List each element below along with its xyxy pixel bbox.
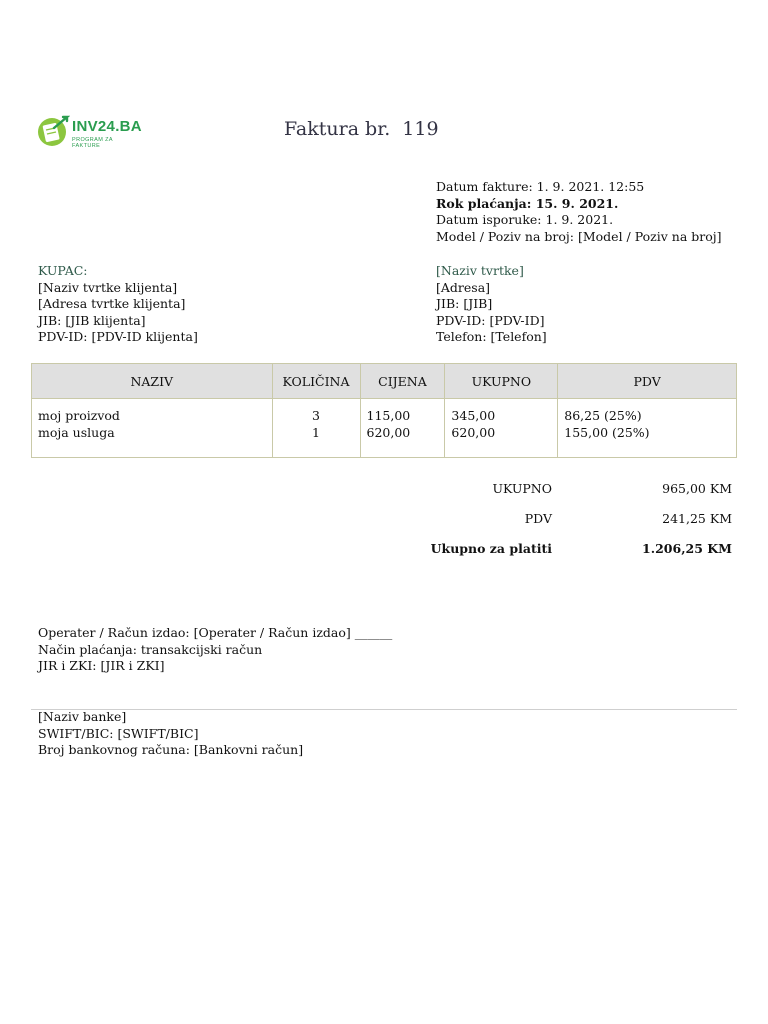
due-date: Rok plaćanja: 15. 9. 2021. — [436, 195, 619, 211]
item-total: 345,00 — [451, 408, 496, 423]
jir-zki: JIR i ZKI: [JIR i ZKI] — [38, 658, 165, 673]
seller-block — [436, 263, 547, 346]
item-vat: 86,25 (25%) — [564, 408, 642, 423]
vat-value: 241,25 KM — [662, 511, 732, 526]
header-cijena: CIJENA — [360, 364, 445, 399]
buyer-name: [Naziv tvrtke klijenta] — [38, 279, 178, 295]
total-value: 965,00 KM — [662, 481, 732, 496]
seller-name: [Naziv tvrtke] — [436, 263, 524, 278]
issued-by: Operater / Račun izdao: [Operater / Račun izdao] ______ — [38, 625, 393, 640]
logo-text: INV24.BA — [72, 118, 142, 135]
vat-row — [420, 511, 732, 541]
items-table — [31, 363, 737, 458]
header-kolicina: KOLIČINA — [272, 364, 360, 399]
seller-jib: JIB: [JIB] — [436, 296, 493, 311]
item-name: moja usluga — [38, 425, 115, 440]
seller-address: [Adresa] — [436, 279, 491, 295]
logo-subtitle: PROGRAM ZA FAKTURE — [72, 137, 113, 149]
buyer-pdv-id: PDV-ID: [PDV-ID klijenta] — [38, 329, 198, 344]
invoice-title-label: Faktura br. — [284, 118, 391, 140]
item-quantity: 3 — [312, 408, 320, 423]
cell-cijena — [360, 399, 445, 458]
header-ukupno: UKUPNO — [445, 364, 558, 399]
cell-ukupno — [445, 399, 558, 458]
grand-total-label: Ukupno za platiti — [430, 541, 552, 556]
buyer-jib: JIB: [JIB klijenta] — [38, 312, 146, 328]
operator-block — [38, 625, 392, 675]
buyer-address: [Adresa tvrtke klijenta] — [38, 296, 186, 311]
buyer-block — [38, 263, 198, 346]
invoice-date: Datum fakture: 1. 9. 2021. 12:55 — [436, 179, 645, 194]
model-reference: Model / Poziv na broj: [Model / Poziv na broj] — [436, 228, 722, 244]
item-price: 115,00 — [366, 408, 411, 423]
invoice-number: 119 — [402, 118, 439, 140]
vat-label: PDV — [524, 511, 552, 526]
bank-name: [Naziv banke] — [38, 709, 127, 724]
table-row — [32, 399, 737, 458]
item-price: 620,00 — [366, 425, 411, 440]
total-row — [420, 481, 732, 511]
cell-pdv — [558, 399, 737, 458]
header-naziv: NAZIV — [32, 364, 273, 399]
totals-block — [420, 481, 732, 571]
grand-total-row — [420, 541, 732, 571]
item-vat: 155,00 (25%) — [564, 425, 650, 440]
item-total: 620,00 — [451, 425, 496, 440]
bank-block — [38, 709, 303, 759]
total-label: UKUPNO — [492, 481, 552, 496]
bank-swift: SWIFT/BIC: [SWIFT/BIC] — [38, 725, 199, 741]
cell-kolicina — [272, 399, 360, 458]
cell-naziv — [32, 399, 273, 458]
item-quantity: 1 — [312, 425, 320, 440]
item-name: moj proizvod — [38, 408, 120, 423]
invoice-meta — [436, 179, 722, 245]
seller-pdv-id: PDV-ID: [PDV-ID] — [436, 312, 545, 328]
bank-account: Broj bankovnog računa: [Bankovni račun] — [38, 742, 304, 757]
buyer-heading: KUPAC: — [38, 263, 88, 278]
grand-total-value: 1.206,25 KM — [642, 541, 732, 556]
payment-method: Način plaćanja: transakcijski račun — [38, 641, 263, 657]
company-logo — [36, 114, 142, 150]
delivery-date: Datum isporuke: 1. 9. 2021. — [436, 212, 614, 227]
invoice-title — [284, 118, 439, 140]
header-pdv: PDV — [558, 364, 737, 399]
logo-icon — [36, 114, 70, 148]
seller-phone: Telefon: [Telefon] — [436, 329, 547, 344]
table-header-row — [32, 364, 737, 399]
